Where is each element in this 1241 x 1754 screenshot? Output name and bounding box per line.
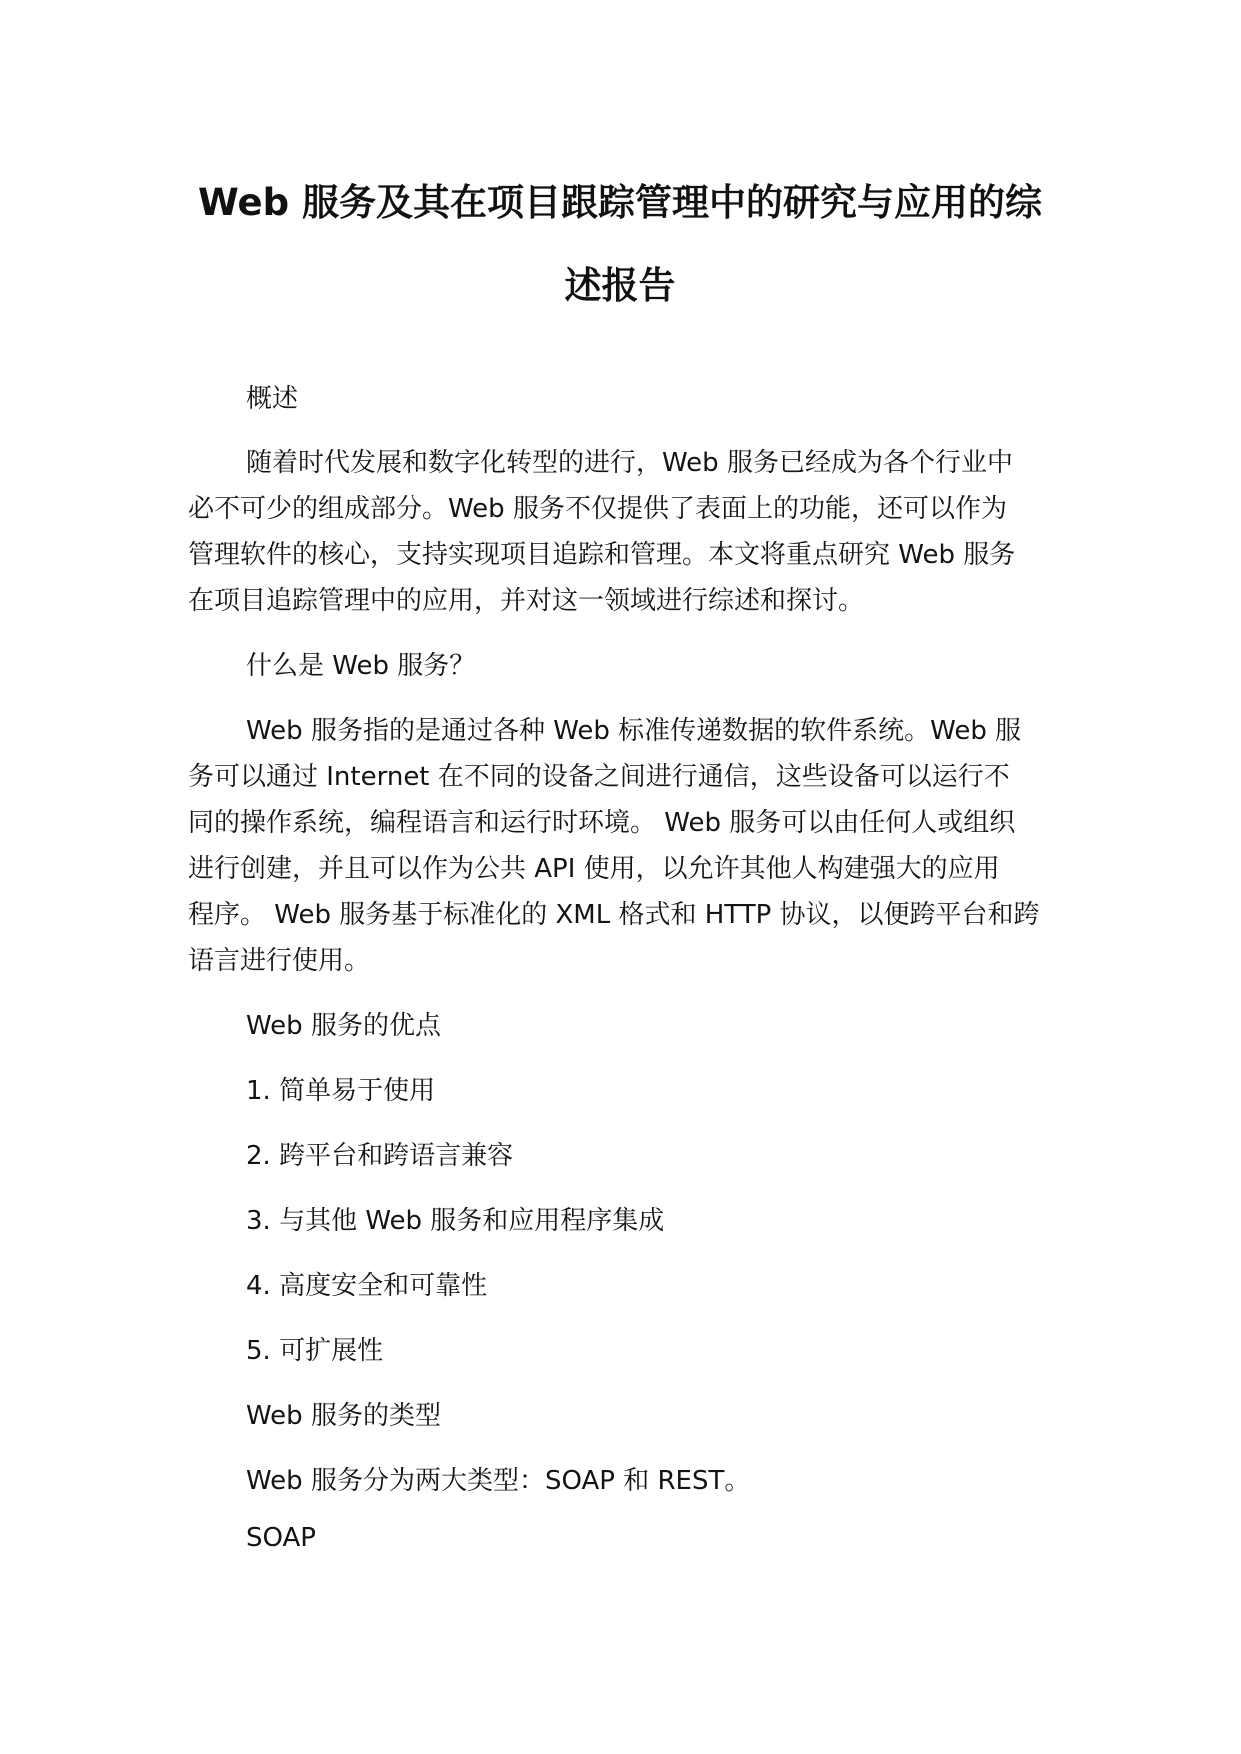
overview-heading: 概述 — [246, 384, 299, 414]
what-is-web-service-heading: 什么是 Web 服务？ — [246, 651, 476, 681]
definition-paragraph-line: 程序。 Web 服务基于标准化的 XML 格式和 HTTP 协议，以便跨平台和跨 — [188, 900, 1040, 930]
definition-paragraph-line: 务可以通过 Internet 在不同的设备之间进行通信，这些设备可以运行不 — [188, 762, 1010, 792]
overview-paragraph-line: 必不可少的组成部分。Web 服务不仅提供了表面上的功能，还可以作为 — [188, 494, 1007, 524]
overview-paragraph-line: 管理软件的核心，支持实现项目追踪和管理。本文将重点研究 Web 服务 — [188, 540, 1016, 570]
definition-paragraph-line: Web 服务指的是通过各种 Web 标准传递数据的软件系统。Web 服 — [246, 716, 1022, 746]
definition-paragraph-line: 进行创建，并且可以作为公共 API 使用，以允许其他人构建强大的应用 — [188, 854, 1000, 884]
document-title-line-1: Web 服务及其在项目跟踪管理中的研究与应用的综 — [198, 181, 1042, 224]
document-title-line-2: 述报告 — [564, 264, 676, 307]
advantages-heading: Web 服务的优点 — [246, 1011, 441, 1041]
types-paragraph: Web 服务分为两大类型：SOAP 和 REST。 — [246, 1466, 751, 1496]
types-heading: Web 服务的类型 — [246, 1401, 441, 1431]
overview-paragraph-line: 随着时代发展和数字化转型的进行，Web 服务已经成为各个行业中 — [246, 448, 1013, 478]
advantage-item: 5. 可扩展性 — [246, 1336, 384, 1366]
overview-paragraph-line: 在项目追踪管理中的应用，并对这一领域进行综述和探讨。 — [188, 586, 865, 616]
advantage-item: 2. 跨平台和跨语言兼容 — [246, 1141, 514, 1171]
definition-paragraph-line: 语言进行使用。 — [188, 946, 371, 976]
definition-paragraph-line: 同的操作系统，编程语言和运行时环境。 Web 服务可以由任何人或组织 — [188, 808, 1016, 838]
advantage-item: 3. 与其他 Web 服务和应用程序集成 — [246, 1206, 665, 1236]
soap-heading: SOAP — [246, 1523, 316, 1553]
advantage-item: 1. 简单易于使用 — [246, 1076, 436, 1106]
advantage-item: 4. 高度安全和可靠性 — [246, 1271, 488, 1301]
